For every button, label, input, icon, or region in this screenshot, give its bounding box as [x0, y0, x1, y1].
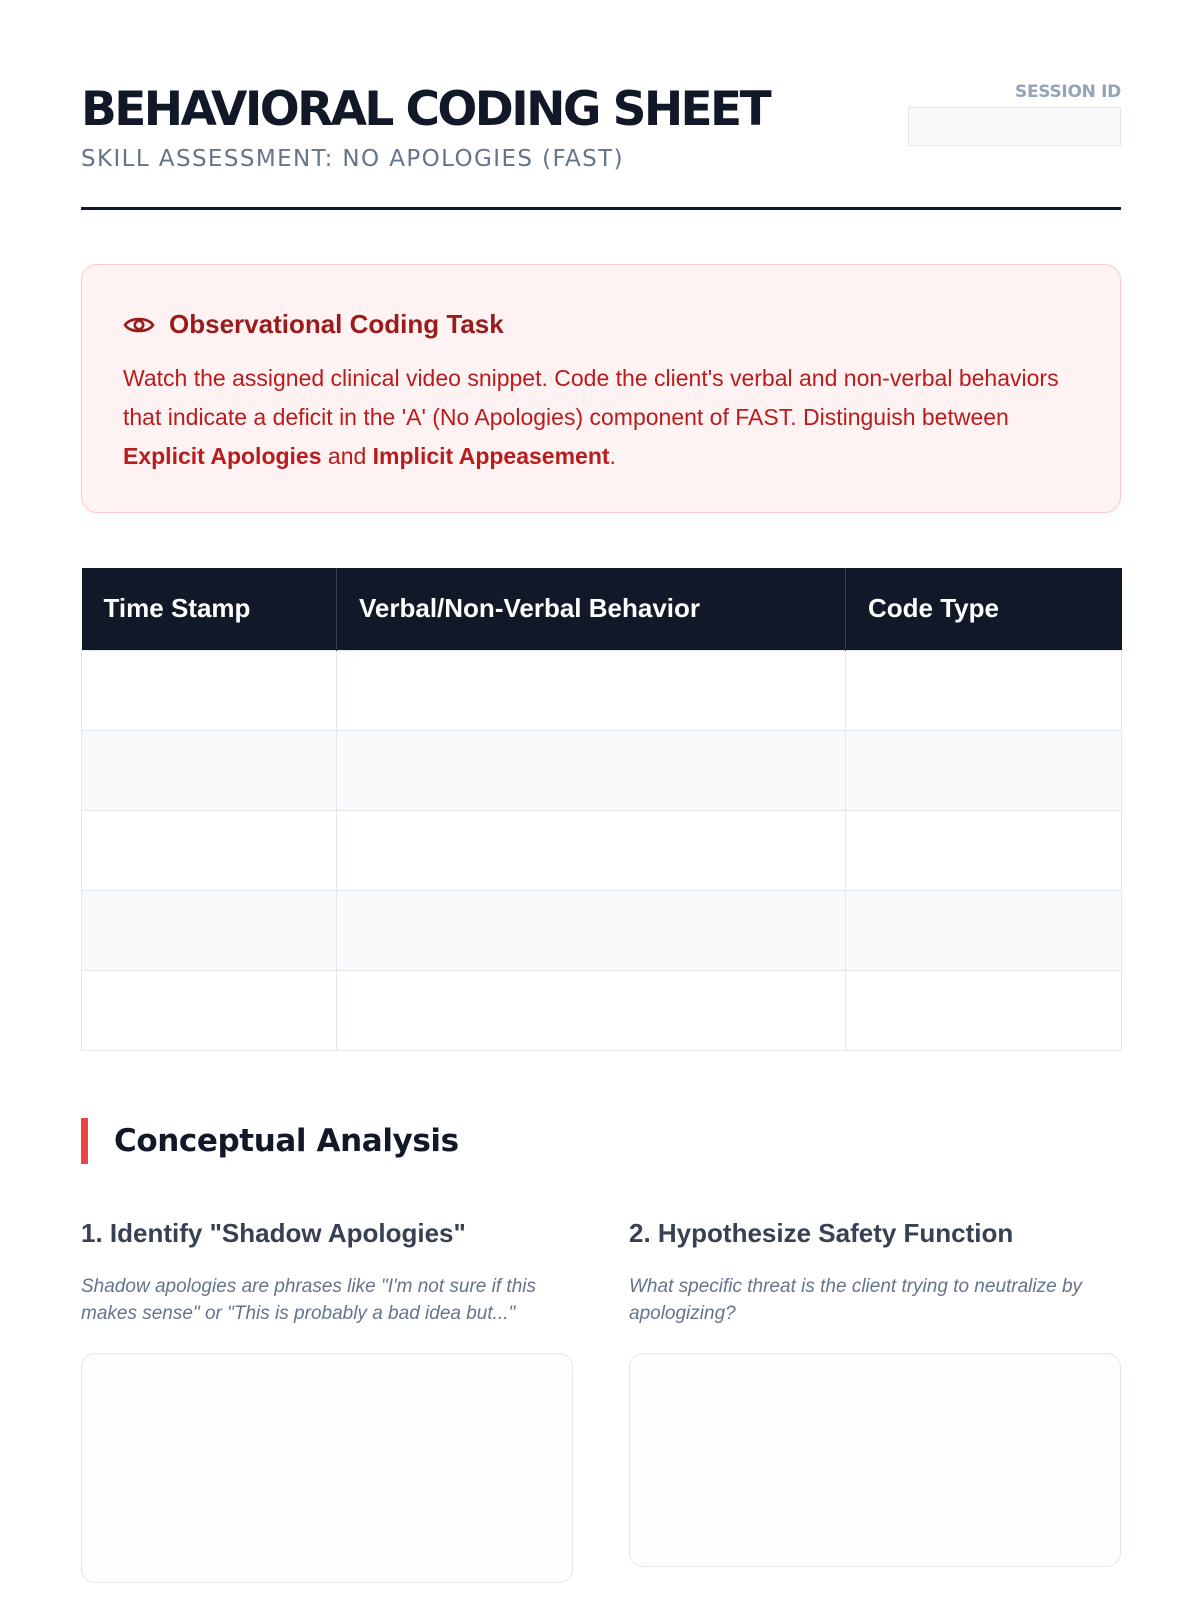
header-behavior: Verbal/Non-Verbal Behavior	[337, 568, 846, 650]
question-hint: What specific threat is the client trying to neutralize by apologizing?	[629, 1276, 1083, 1324]
instructions-conjunction: and	[321, 443, 373, 469]
code-type-cell[interactable]	[846, 810, 1122, 890]
behavior-cell[interactable]	[337, 730, 846, 810]
question-title: 2. Hypothesize Safety Function	[629, 1218, 1014, 1248]
code-type-cell[interactable]	[846, 890, 1122, 970]
term-implicit-appeasement: Implicit Appeasement	[372, 443, 610, 469]
question-title: 1. Identify "Shadow Apologies"	[81, 1218, 466, 1248]
table-row	[82, 810, 1122, 890]
shadow-apologies-answer[interactable]	[81, 1353, 573, 1583]
time-stamp-cell[interactable]	[82, 810, 337, 890]
table-row	[82, 730, 1122, 810]
callout-title: Observational Coding Task	[169, 309, 504, 339]
table-row	[82, 890, 1122, 970]
page-subtitle: SKILL ASSESSMENT: NO APOLOGIES (FAST)	[81, 146, 624, 172]
time-stamp-cell[interactable]	[82, 650, 337, 730]
session-id-label: SESSION ID	[1015, 82, 1121, 102]
safety-function-answer[interactable]	[629, 1353, 1121, 1567]
callout-header	[123, 309, 504, 340]
eye-icon	[123, 313, 155, 337]
session-id-field[interactable]	[908, 107, 1121, 146]
question-hint: Shadow apologies are phrases like "I'm not sure if this makes sense" or "This is probably a bad idea but..."	[81, 1276, 536, 1324]
instructions-text: Watch the assigned clinical video snippet. Code the client's verbal and non-verbal behaviors that indicate a deficit in the 'A' (No Apologies) component of FAST. Distinguish between	[123, 365, 1059, 430]
term-explicit-apologies: Explicit Apologies	[123, 443, 322, 469]
instructions-end: .	[609, 443, 616, 469]
time-stamp-cell[interactable]	[82, 970, 337, 1050]
header-code-type: Code Type	[846, 568, 1122, 650]
code-type-cell[interactable]	[846, 730, 1122, 810]
behavior-cell[interactable]	[337, 890, 846, 970]
question-safety-function	[629, 1218, 1121, 1567]
coding-sheet	[81, 0, 1121, 1600]
table-row	[82, 970, 1122, 1050]
time-stamp-cell[interactable]	[82, 730, 337, 810]
time-stamp-cell[interactable]	[82, 890, 337, 970]
callout-instructions	[123, 359, 1083, 476]
code-type-cell[interactable]	[846, 650, 1122, 730]
task-callout	[81, 264, 1121, 513]
behavior-cell[interactable]	[337, 650, 846, 730]
coding-table	[81, 568, 1122, 1051]
section-heading	[81, 1118, 459, 1164]
sheet-header	[81, 78, 1121, 210]
header-time-stamp: Time Stamp	[82, 568, 337, 650]
page-title: BEHAVIORAL CODING SHEET	[81, 82, 770, 137]
behavior-cell[interactable]	[337, 810, 846, 890]
code-type-cell[interactable]	[846, 970, 1122, 1050]
question-shadow-apologies	[81, 1218, 573, 1583]
table-row	[82, 650, 1122, 730]
section-title: Conceptual Analysis	[114, 1123, 459, 1159]
behavior-cell[interactable]	[337, 970, 846, 1050]
table-header-row	[82, 568, 1122, 650]
